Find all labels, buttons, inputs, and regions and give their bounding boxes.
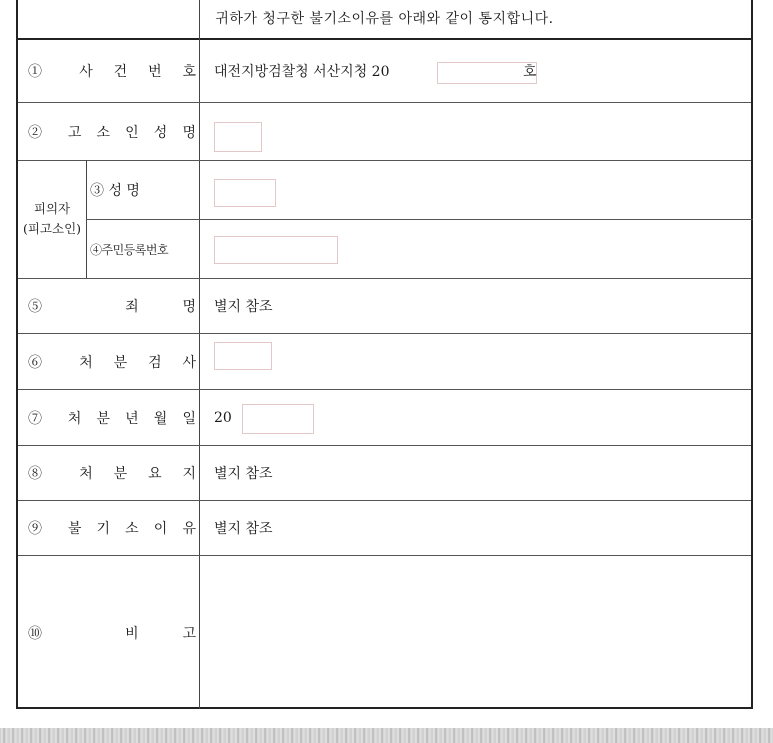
disposition-date-text: 20 — [214, 409, 232, 426]
notice-header: 귀하가 청구한 불기소이유를 아래와 같이 통지합니다. — [215, 11, 554, 27]
redacted-box — [214, 342, 272, 370]
offense-label — [28, 279, 196, 333]
suspect-label-2: (피고소인) — [22, 221, 82, 236]
redacted-box — [242, 404, 314, 434]
case-number-value — [214, 40, 389, 102]
offense-value — [214, 279, 273, 333]
disposition-summary-label — [28, 446, 196, 500]
case-number-label — [28, 40, 196, 102]
remarks-label-text: ⑩ 비 고 — [28, 625, 196, 642]
suspect-name-label-text: ③ 성 명 — [90, 183, 140, 199]
redacted-box — [214, 122, 262, 152]
redacted-box — [214, 236, 338, 264]
remarks-label — [28, 556, 196, 709]
complainant-label — [28, 103, 196, 160]
scan-noise-strip — [0, 728, 773, 743]
reason-label — [28, 501, 196, 555]
reason-label-text: ⑨ 불 기 소 이 유 — [28, 521, 196, 537]
reason-value — [214, 501, 273, 555]
column-divider — [199, 0, 200, 709]
prosecutor-label-text: ⑥ 처 분 검 사 — [28, 354, 196, 371]
offense-value-text: 별지 참조 — [214, 299, 273, 315]
disposition-summary-text: 별지 참조 — [214, 466, 273, 482]
suspect-group-label — [18, 160, 86, 278]
case-number-text: 대전지방검찰청 서산지청 20 — [214, 64, 390, 80]
reason-value-text: 별지 참조 — [214, 521, 273, 537]
offense-label-text: ⑤ 죄 명 — [28, 299, 196, 315]
disposition-date-label-text: ⑦ 처 분 년 월 일 — [28, 410, 196, 427]
suspect-id-label-text: ④주민등록번호 — [90, 242, 169, 257]
suspect-id-label — [90, 220, 196, 278]
case-number-label-text: ① 사 건 번 호 — [28, 64, 196, 80]
disposition-summary-label-text: ⑧ 처 분 요 지 — [28, 466, 196, 482]
redacted-box — [437, 62, 537, 84]
redacted-box — [214, 179, 276, 207]
disposition-date-value — [214, 390, 232, 445]
case-number-suffix — [523, 40, 537, 102]
prosecutor-label — [28, 334, 196, 389]
complainant-label-text: ② 고 소 인 성 명 — [28, 124, 196, 141]
suspect-label-1: 피의자 — [33, 201, 71, 216]
notice-form — [16, 0, 753, 709]
disposition-summary-value — [214, 446, 273, 500]
disposition-date-label — [28, 390, 196, 445]
case-number-suffix-text: 호 — [523, 64, 537, 80]
suspect-name-label — [90, 161, 196, 219]
